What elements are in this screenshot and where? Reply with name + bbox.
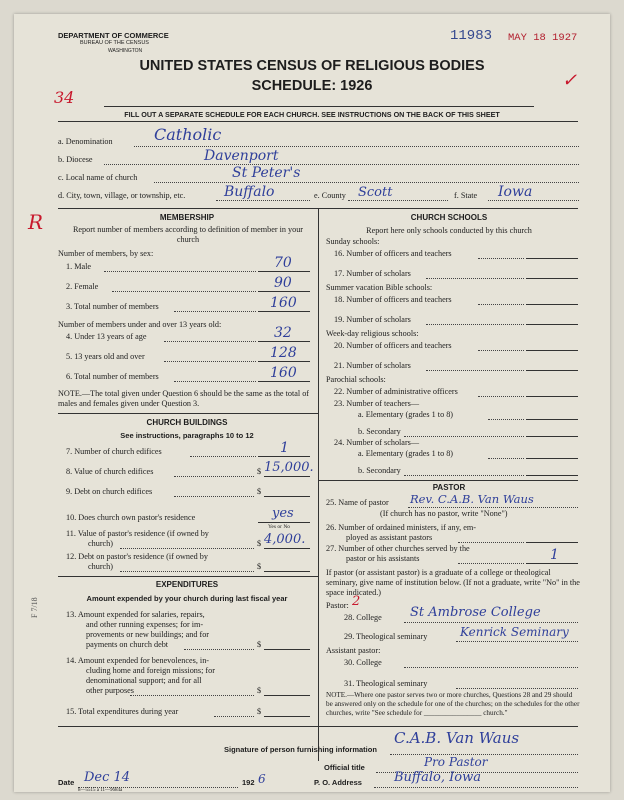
q25-value: Rev. C.A.B. Van Waus [410,492,534,506]
q8-label: 8. Value of church edifices [66,467,154,476]
q15-label: 15. Total expenditures during year [66,707,179,716]
q14-line2: cluding home and foreign missions; for [86,666,215,675]
q2-value: 90 [274,275,292,291]
q14-line4: other purposes [86,686,134,695]
date-value: Dec 14 [84,770,131,785]
schedule-year: SCHEDULE: 1926 [251,78,373,94]
membership-heading: MEMBERSHIP [159,213,215,222]
q24a-label: a. Elementary (grades 1 to 8) [358,449,454,458]
buildings-sub: See instructions, paragraphs 10 to 12 [120,431,254,440]
expenditures-sub: Amount expended by your church during last fiscal year [86,594,288,603]
q12-label-line1: 12. Debt on pastor's residence (if owned by [66,552,208,561]
po-address-label: P. O. Address [314,778,362,787]
denomination-label: a. Denomination [58,137,113,146]
schools-heading: CHURCH SCHOOLS [410,213,488,222]
q7-label: 7. Number of church edifices [66,447,162,456]
q10-label: 10. Does church own pastor's residence [66,513,196,522]
q12-dollar: $ [257,562,262,571]
q18-label: 18. Number of officers and teachers [334,295,452,304]
q26-label-line2: ployed as assistant pastors [346,533,433,542]
q23a-label: a. Elementary (grades 1 to 8) [358,410,454,419]
sunday-schools-label: Sunday schools: [326,237,380,246]
q20-label: 20. Number of officers and teachers [334,341,452,350]
members-by-age-label: Number of members under and over 13 years old: [58,320,222,329]
local-church-label: c. Local name of church [58,173,138,182]
q5-value: 128 [270,345,297,361]
q13-line2: and other running expenses; for im- [86,620,204,629]
q17-label: 17. Number of scholars [334,269,411,278]
q26-label-line1: 26. Number of ordained ministers, if any, em- [326,523,476,532]
q14-dollar: $ [257,686,262,695]
q29-value: Kenrick Seminary [460,625,569,639]
po-address-value: Buffalo, Iowa [394,770,481,785]
q11-dollar: $ [257,539,262,548]
q9-label: 9. Debt on church edifices [66,487,153,496]
city-town-value: Buffalo [224,184,275,200]
q4-label: 4. Under 13 years of age [66,332,147,341]
margin-red-mark: R [28,210,44,234]
bureau-label: BUREAU OF THE CENSUS [80,40,149,46]
members-by-sex-label: Number of members, by sex: [58,249,154,258]
q13-line4: payments on church debt [86,640,169,649]
q11-label-line1: 11. Value of pastor's residence (if owned by [66,529,209,538]
city-label: WASHINGTON [108,48,143,54]
q2-label: 2. Female [66,282,99,291]
schools-intro: Report here only schools conducted by this church [366,226,532,235]
q31-label: 31. Theological seminary [344,679,428,688]
side-pencil-note: F 7/18 [30,597,39,618]
state-label: f. State [454,191,478,200]
expenditures-heading: EXPENDITURES [155,580,219,589]
diocese-label: b. Diocese [58,155,93,164]
pastor-heading: PASTOR [432,483,466,492]
q3-value: 160 [270,295,297,311]
q16-label: 16. Number of officers and teachers [334,249,452,258]
buildings-heading: CHURCH BUILDINGS [146,418,228,427]
q23b-label: b. Secondary [358,427,401,436]
q27-label-line2: pastor or his assistants [346,554,420,563]
q13-dollar: $ [257,640,262,649]
state-value: Iowa [498,184,533,200]
q22-label: 22. Number of administrative officers [334,387,458,396]
q14-line1: 14. Amount expended for benevolences, in- [66,656,210,665]
census-schedule-sheet [14,14,610,792]
instruction-line: FILL OUT A SEPARATE SCHEDULE FOR EACH CHURCH. SEE INSTRUCTIONS ON THE BACK OF THIS SHEET [124,110,500,119]
county-value: Scott [358,185,393,200]
q15-dollar: $ [257,707,262,716]
official-title-value: Pro Pastor [424,755,488,769]
pastor-note: NOTE.—Where one pastor serves two or more churches, Questions 28 and 29 should be answered only on the schedule for one of the churches; on the schedules for the other churches, write "See schedule for ________________ church." [326,691,580,717]
q23-label: 23. Number of teachers— [334,399,420,408]
q5-label: 5. 13 years old and over [66,352,145,361]
official-title-label: Official title [324,763,365,772]
q4-value: 32 [274,325,292,341]
q27-value: 1 [550,547,559,563]
q24-label: 24. Number of scholars— [334,438,420,447]
q10-hint: Yes or No [268,524,291,530]
q8-dollar: $ [257,467,262,476]
q27-label-line1: 27. Number of other churches served by the [326,544,470,553]
q13-line1: 13. Amount expended for salaries, repairs, [66,610,205,619]
form-title: UNITED STATES CENSUS OF RELIGIOUS BODIES [139,58,485,74]
serial-number: 11983 [450,28,493,44]
form-codes: 8—5515 a 11—9684a [78,788,123,793]
county-label: e. County [314,191,346,200]
vacation-schools-label: Summer vacation Bible schools: [326,283,433,292]
signature-value: C.A.B. Van Waus [394,729,520,747]
membership-intro: Report number of members according to definition of member in your church [72,225,304,244]
diocese-value: Davenport [204,148,279,164]
q1-label: 1. Male [66,262,92,271]
q19-label: 19. Number of scholars [334,315,411,324]
q3-label: 3. Total number of members [66,302,159,311]
q21-label: 21. Number of scholars [334,361,411,370]
city-town-label: d. City, town, village, or township, etc. [58,191,186,200]
q10-value: yes [272,506,294,521]
received-date-stamp: MAY 18 1927 [508,32,578,44]
date-label: Date [58,778,75,787]
q9-dollar: $ [257,487,262,496]
q13-line3: provements or new buildings; and for [86,630,210,639]
q11-label-line2: church) [88,539,114,548]
weekday-schools-label: Week-day religious schools: [326,329,419,338]
q6-label: 6. Total number of members [66,372,159,381]
q28-label: 28. College [344,613,382,622]
q1-value: 70 [274,255,292,271]
assistant-pastor-subhead: Assistant pastor: [326,646,381,655]
q25-note: (If church has no pastor, write "None") [380,509,508,518]
q11-value: 4,000. [264,532,306,547]
q12-label-line2: church) [88,562,114,571]
q7-value: 1 [280,440,289,456]
date-year-digit: 6 [258,772,266,786]
q28-value: St Ambrose College [410,605,541,620]
q8-value: 15,000. [264,460,314,475]
q25-label: 25. Name of pastor [326,498,389,507]
local-church-value: St Peter's [232,165,301,181]
q30-label: 30. College [344,658,382,667]
date-year-prefix: 192 [242,778,255,787]
denomination-value: Catholic [154,125,222,144]
signature-label: Signature of person furnishing information [224,745,377,754]
graduate-note: If pastor (or assistant pastor) is a graduate of a college or theological seminary, give name of institution below. (If not a graduate, write "No" in the space indicated.) [326,568,580,597]
department-label: DEPARTMENT OF COMMERCE [58,31,169,40]
red-check-mark: ✓ [562,70,578,91]
q29-label: 29. Theological seminary [344,632,428,641]
q24b-label: b. Secondary [358,466,401,475]
pastor-red-mark: 2 [352,594,361,609]
parochial-schools-label: Parochial schools: [326,375,386,384]
q14-line3: denominational support; and for all [86,676,202,685]
membership-note: NOTE.—The total given under Question 6 should be the same as the total of males and females given under Question 3. [58,389,310,408]
pastor-subhead: Pastor: [326,601,349,610]
margin-number: 34 [54,88,75,107]
q6-value: 160 [270,365,297,381]
